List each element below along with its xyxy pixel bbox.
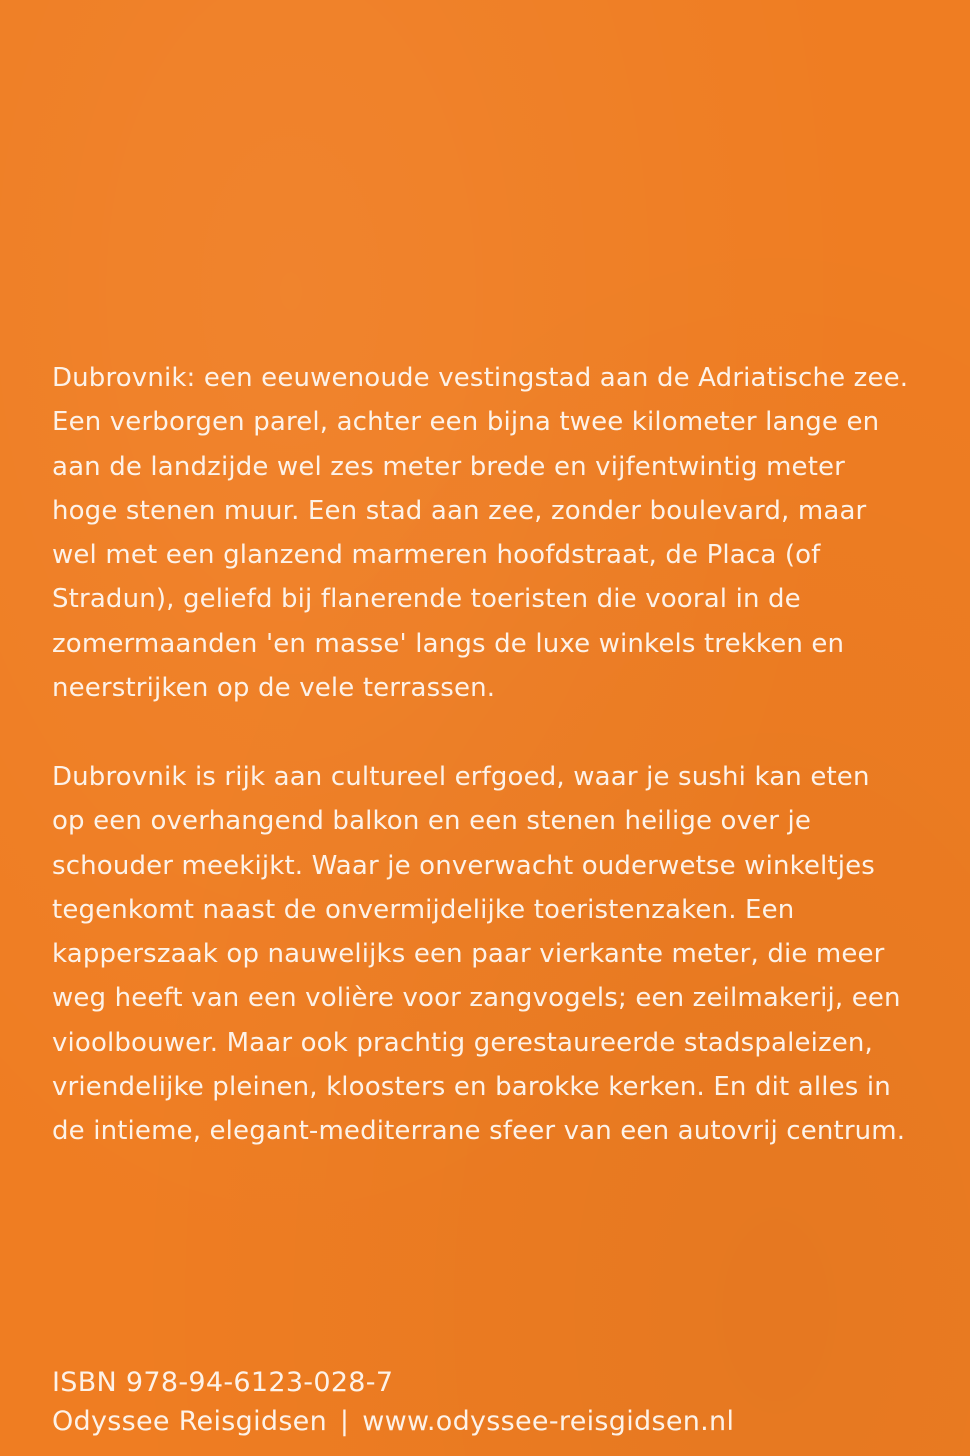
description-paragraph-2: Dubrovnik is rijk aan cultureel erfgoed, waar je sushi kan eten op een overhangend balkon en een stenen heilige over je schouder meekijkt. Waar je onverwacht ouderwetse winkeltjes tegenkomt naast de onvermijdelijke toeristenzaken. Een kapperszaak op nauwelijks een paar vierkante meter, die meer weg heeft van een volière voor zangvogels; een zeilmakerij, een vioolbouwer. Maar ook prachtig gerestaureerde stadspaleizen, vriendelijke pleinen, kloosters en barokke kerken. En dit alles in de intieme, elegant-mediterrane sfeer van een autovrij centrum. [52,762,906,1147]
publisher-name: Odyssee Reisgidsen [52,1406,328,1437]
separator: | [339,1406,350,1437]
isbn-number: ISBN 978-94-6123-028-7 [52,1367,394,1398]
publication-info [52,1363,734,1441]
description-paragraph-1: Dubrovnik: een eeuwenoude vestingstad aan de Adriatische zee. Een verborgen parel, achter een bijna twee kilometer lange en aan de landzijde wel zes meter brede en vijfentwintig meter hoge stenen muur. Een stad aan zee, zonder boulevard, maar wel met een glanzend marmeren hoofdstraat, de Placa (of Stradun), geliefd bij flanerende toeristen die vooral in de zomermaanden 'en masse' langs de luxe winkels trekken en neerstrijken op de vele terrassen. [52,363,909,704]
publisher-website: www.odyssee-reisgidsen.nl [362,1406,735,1437]
publisher-line [52,1402,734,1441]
